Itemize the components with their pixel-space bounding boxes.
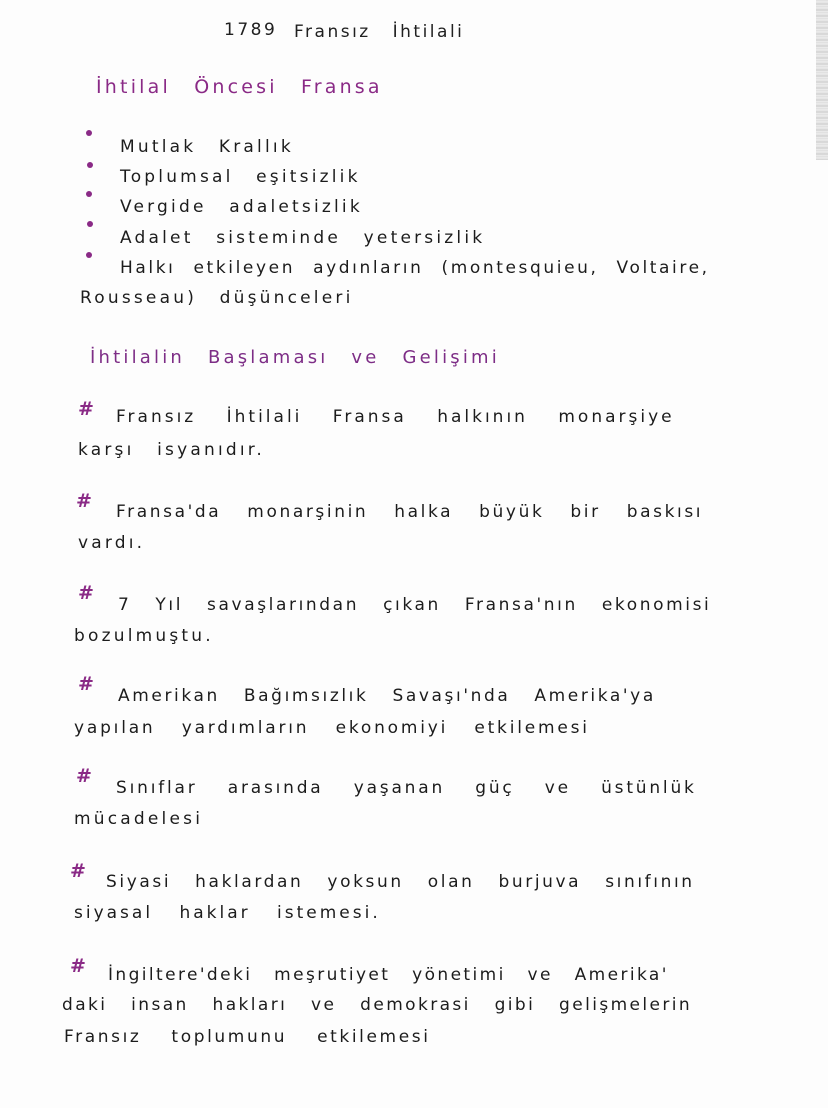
item-line: karşı isyanıdır.	[78, 440, 266, 460]
hash-icon: #	[78, 398, 94, 420]
item-line: 7 Yıl savaşlarından çıkan Fransa'nın ekonomisi	[118, 595, 712, 615]
bullet-item: Toplumsal eşitsizlik	[120, 167, 361, 187]
bullet-icon	[86, 130, 92, 136]
bullet-item: Vergide adaletsizlik	[120, 197, 363, 217]
item-line: daki insan hakları ve demokrasi gibi gelişmelerin	[62, 995, 693, 1015]
page-title-year: 1789	[224, 20, 278, 40]
bullet-item: Mutlak Krallık	[120, 137, 294, 157]
section-heading-beginning: İhtilalin Başlaması ve Gelişimi	[90, 347, 500, 368]
hash-icon: #	[78, 673, 94, 695]
hash-icon: #	[76, 490, 92, 512]
item-line: Siyasi haklardan yoksun olan burjuva sınıfının	[106, 872, 695, 892]
page-edge-binding	[816, 0, 828, 160]
hash-icon: #	[70, 860, 86, 882]
item-line: siyasal haklar istemesi.	[74, 903, 381, 923]
bullet-item: Halkı etkileyen aydınların (montesquieu, Voltaire,	[120, 258, 710, 278]
page-title: Fransız İhtilali	[294, 22, 465, 42]
item-line: Fransız toplumunu etkilemesi	[64, 1027, 431, 1047]
item-line: İngiltere'deki meşrutiyet yönetimi ve Amerika'	[108, 965, 669, 985]
item-line: bozulmuştu.	[74, 626, 214, 646]
item-line: Fransa'da monarşinin halka büyük bir baskısı	[116, 502, 704, 522]
bullet-icon	[87, 221, 93, 227]
bullet-item: Adalet sisteminde yetersizlik	[120, 228, 486, 248]
item-line: yapılan yardımların ekonomiyi etkilemesi	[74, 718, 590, 738]
item-line: Fransız İhtilali Fransa halkının monarşiye	[116, 407, 675, 427]
hash-icon: #	[78, 582, 94, 604]
bullet-item-continuation: Rousseau) düşünceleri	[80, 288, 354, 308]
hash-icon: #	[76, 765, 92, 787]
item-line: Amerikan Bağımsızlık Savaşı'nda Amerika'ya	[118, 686, 656, 706]
item-line: mücadelesi	[74, 809, 204, 829]
item-line: vardı.	[78, 533, 146, 553]
item-line: Sınıflar arasında yaşanan güç ve üstünlük	[116, 778, 697, 798]
bullet-icon	[86, 191, 92, 197]
hash-icon: #	[70, 955, 86, 977]
bullet-icon	[86, 252, 92, 258]
section-heading-pre-revolution: İhtilal Öncesi Fransa	[96, 76, 383, 98]
bullet-icon	[87, 162, 93, 168]
